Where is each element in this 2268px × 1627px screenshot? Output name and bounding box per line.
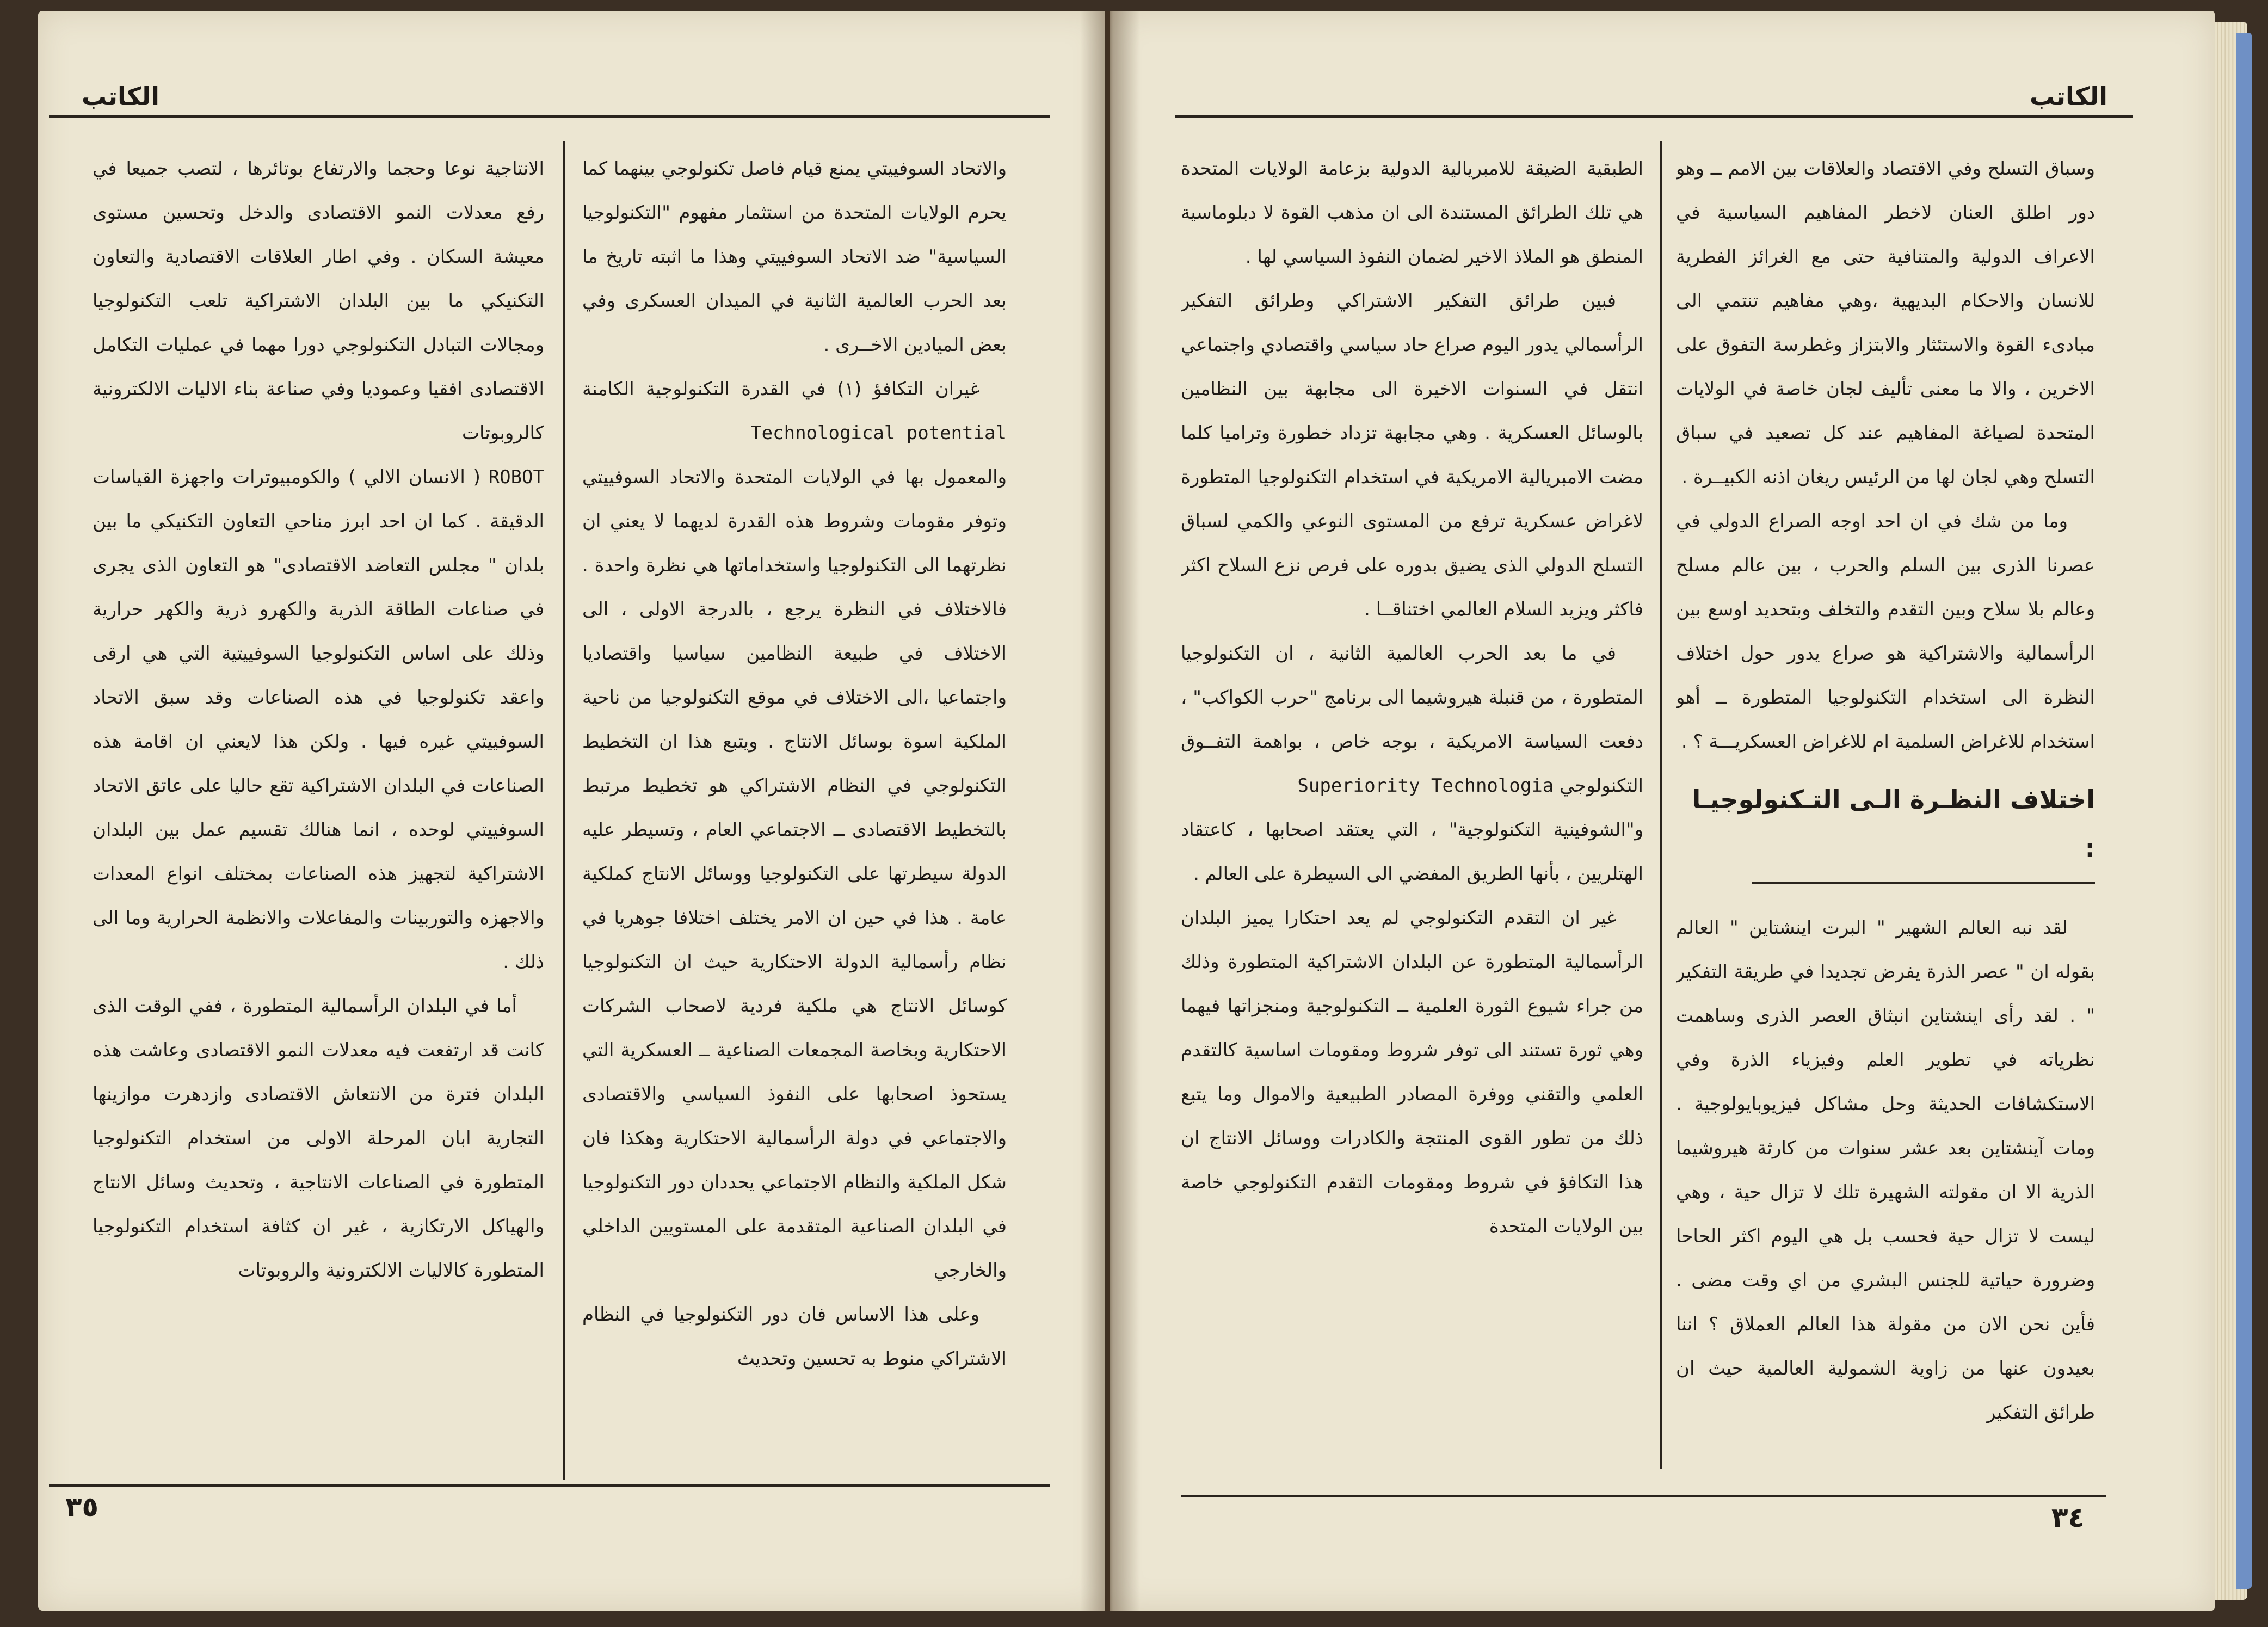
book-gutter [1080, 11, 1140, 1611]
right-header-rule [1175, 115, 2133, 118]
right-page-header: الكاتب [2030, 82, 2108, 111]
left-footer-rule [49, 1484, 1050, 1487]
right-footer-rule [1181, 1495, 2106, 1497]
section-rule [1752, 882, 2095, 884]
paragraph: وما من شك في ان احد اوجه الصراع الدولي في عصرنا الذرى بين السلم والحرب ، بين عالم مسلح وعالم بلا سلاح وبين التقدم والتخلف وبتحديد اوسع بين الرأسمالية والاشتراكية هو صراع يدور حول اختلاف النظرة الى استخدام التكنولوجيا المتطورة ــ أهو استخدام للاغراض السلمية ام للاغراض العسكريـــة ؟ . [1676, 510, 2095, 753]
paragraph: وسباق التسلح وفي الاقتصاد والعلاقات بين الامم ــ وهو دور اطلق العنان لاخطر المفاهيم السياسية في الاعراف الدولية والمتنافية حتى مع الغرائز الفطرية للانسان والاحكام البديهية ،وهي مفاهيم تنتمي الى مبادىء القوة والاستئثار والابتزاز وغطرسة التفوق على الاخرين ، والا ما معنى تأليف لجان خاصة في الولايات المتحدة لصياغة المفاهيم عند كل تصعيد في سباق التسلح وهي لجان لها من الرئيس ريغان اذنه الكبيــرة . [1676, 158, 2095, 488]
paragraph: الانتاجية نوعا وحجما والارتفاع بوتائرها ، لتصب جميعا في رفع معدلات النمو الاقتصادى والدخل وتحسين مستوى معيشة السكان . وفي اطار العلاقات الاقتصادية والتعاون التكنيكي ما بين البلدان الاشتراكية تلعب التكنولوجيا ومجالات التبادل التكنولوجي دورا مهما في عمليات التكامل الاقتصادى افقيا وعموديا وفي صناعة بناء الاليات الالكترونية كالروبوتات [93, 158, 544, 444]
left-page-column-left [93, 147, 544, 1475]
paragraph: والمعمول بها في الولايات المتحدة والاتحاد السوفييتي وتوفر مقومات وشروط هذه القدرة لديهما لا يعني ان نظرتهما الى التكنولوجيا واستخداماتها هي نظرة واحدة . فالاختلاف في النظرة يرجع ، بالدرجة الاولى ، الى الاختلاف في طبيعة النظامين سياسيا واقتصاديا واجتماعيا ،الى الاختلاف في موقع التكنولوجيا من ناحية الملكية اسوة بوسائل الانتاج . ويتبع هذا ان التخطيط التكنولوجي في النظام الاشتراكي هو تخطيط مرتبط بالتخطيط الاقتصادى ــ الاجتماعي العام ، وتسيطر عليه الدولة سيطرتها على التكنولوجيا ووسائل الانتاج كملكية عامة . هذا في حين ان الامر يختلف اختلافا جوهريا في نظام رأسمالية الدولة الاحتكارية حيث ان التكنولوجيا كوسائل الانتاج هي ملكية فردية لاصحاب الشركات الاحتكارية وبخاصة المجمعات الصناعية ــ العسكرية التي يستحوذ اصحابها على النفوذ السياسي والاقتصادى والاجتماعي في دولة الرأسمالية الاحتكارية وهكذا فان شكل الملكية والنظام الاجتماعي يحددان دور التكنولوجيا في البلدان الصناعية المتقدمة على المستويين الداخلي والخارجي [582, 466, 1007, 1281]
paragraph-text: غيران التكافؤ (١) في القدرة التكنولوجية الكامنة [582, 378, 979, 400]
paragraph: غير ان التقدم التكنولوجي لم يعد احتكارا يميز البلدان الرأسمالية المتطورة عن البلدان الاشتراكية المتطورة وذلك من جراء شيوع الثورة العلمية ــ التكنولوجية ومنجزاتها فيهما وهي ثورة تستند الى توفر شروط ومقومات اساسية كالتقدم العلمي والتقني ووفرة المصادر الطبيعية والاموال وما يتبع ذلك من تطور القوى المنتجة والكادرات ووسائل الانتاج ان هذا التكافؤ في شروط ومقومات التقدم التكنولوجي خاصة بين الولايات المتحدة [1181, 907, 1643, 1237]
left-page-column-right [582, 147, 1007, 1475]
paragraph: لقد نبه العالم الشهير " البرت اينشتاين " العالم بقوله ان " عصر الذرة يفرض تجديدا في طريقة التفكير " . لقد رأى اينشتاين انبثاق العصر الذرى وساهمت نظرياته في تطوير العلم وفيزياء الذرة وفي الاستكشافات الحديثة وحل مشاكل فيزيوبايولوجية . ومات آينشتاين بعد عشر سنوات من كارثة هيروشيما الذرية الا ان مقولته الشهيرة تلك لا تزال حية ، وهي ليست لا تزال حية فحسب بل هي اليوم اكثر الحاحا وضرورة حياتية للجنس البشري من اي وقت مضى . فأين نحن الان من مقولة هذا العالم العملاق ؟ اننا بعيدون عنها من زاوية الشمولية العالمية حيث ان طرائق التفكير [1676, 917, 2095, 1423]
paragraph: أما في البلدان الرأسمالية المتطورة ، ففي الوقت الذى كانت قد ارتفعت فيه معدلات النمو الاقتصادى وعاشت هذه البلدان فترة من الانتعاش الاقتصادى وازدهرت موازينها التجارية ابان المرحلة الاولى من استخدام التكنولوجيا المتطورة في الصناعات الانتاجية ، وتحديث وسائل الانتاج والهياكل الارتكازية ، غير ان كثافة استخدام التكنولوجيا المتطورة كالاليات الالكترونية والروبوتات [93, 995, 544, 1281]
paragraph [1181, 632, 1643, 808]
right-page-column-right [1676, 147, 2095, 1469]
paragraph: الطبقية الضيقة للامبريالية الدولية بزعامة الولايات المتحدة هي تلك الطرائق المستندة الى ان مذهب القوة لا دبلوماسية المنطق هو الملاذ الاخير لضمان النفوذ السياسي لها . [1181, 158, 1643, 268]
paragraph [582, 367, 1007, 455]
cover-edge [2236, 33, 2252, 1589]
left-page-number: ٣٥ [65, 1491, 99, 1523]
left-page-header: الكاتب [82, 82, 160, 111]
paragraph: وعلى هذا الاساس فان دور التكنولوجيا في النظام الاشتراكي منوط به تحسين وتحديث [582, 1304, 1007, 1370]
latin-term: Technological potential [750, 422, 1007, 444]
paragraph: والاتحاد السوفييتي يمنع قيام فاصل تكنولوجي بينهما كما يحرم الولايات المتحدة من استثمار مفهوم "التكنولوجيا السياسية" ضد الاتحاد السوفييتي وهذا ما اثبته تاريخ ما بعد الحرب العالمية الثانية في الميدان العسكرى وفي بعض الميادين الاخــرى . [582, 158, 1007, 356]
paragraph [93, 455, 544, 984]
left-header-rule [49, 115, 1050, 118]
column-divider [1660, 141, 1662, 1469]
paragraph: و"الشوفينية التكنولوجية" ، التي يعتقد اصحابها ، كاعتقاد الهتلريين ، بأنها الطريق المفضي الى السيطرة على العالم . [1181, 819, 1643, 885]
latin-term: Superiority Technologia [1297, 775, 1554, 797]
paragraph-text: ( الانسان الالي ) والكومبيوترات واجهزة القياسات الدقيقة . كما ان احد ابرز مناحي التعاون التكنيكي ما بين بلدان " مجلس التعاضد الاقتصادى" هو التعاون الذى يجرى في صناعات الطاقة الذرية والكهرو ذرية والكهر حرارية وذلك على اساس التكنولوجيا السوفييتية التي هي ارقى واعقد تكنولوجيا في هذه الصناعات وقد سبق الاتحاد السوفييتي غيره فيها . ولكن هذا لايعني ان اقامة هذه الصناعات في البلدان الاشتراكية تقع حاليا على عاتق الاتحاد السوفييتي لوحده ، انما هنالك تقسيم عمل بين البلدان الاشتراكية لتجهيز هذه الصناعات بمختلف انواع المعدات والاجهزه والتوربينات والمفاعلات والانظمة الحرارية وما الى ذلك . [93, 466, 544, 973]
latin-term: ROBOT [488, 466, 544, 488]
right-page-number: ٣٤ [2051, 1502, 2085, 1533]
paragraph: فبين طرائق التفكير الاشتراكي وطرائق التفكير الرأسمالي يدور اليوم صراع حاد سياسي واقتصادي واجتماعي انتقل في السنوات الاخيرة الى مجابهة بين النظامين بالوسائل العسكرية . وهي مجابهة تزداد خطورة وتراميا كلما مضت الامبريالية الامريكية في استخدام التكنولوجيا المتطورة لاغراض عسكرية ترفع من المستوى النوعي والكمي لسباق التسلح الدولي الذى يضيق بدوره على فرص نزع السلاح اكثر فاكثر ويزيد السلام العالمي اختناقــا . [1181, 290, 1643, 620]
paragraph-text: في ما بعد الحرب العالمية الثانية ، ان التكنولوجيا المتطورة ، من قنبلة هيروشيما الى برنامج "حرب الكواكب" ، دفعت السياسة الامريكية ، بوجه خاص ، بواهمة التفــوق التكنولوجي [1181, 643, 1643, 797]
right-page-column-left [1181, 147, 1643, 1475]
column-divider [563, 141, 565, 1480]
section-title: اختلاف النظـرة الـى التـكنولوجيـا : [1692, 785, 2095, 863]
